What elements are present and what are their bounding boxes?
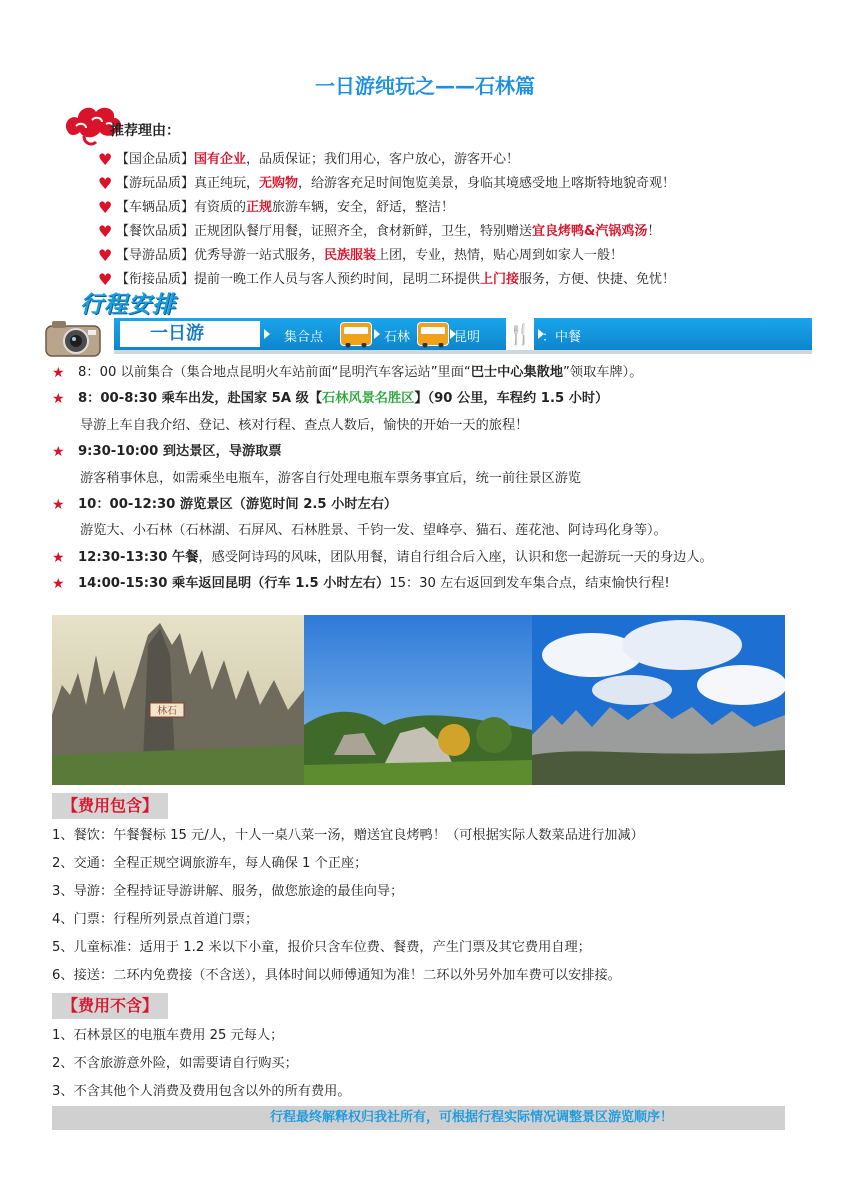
stone-sign-text: 林石 <box>157 706 177 717</box>
list-item: 6、接送：二环内免费接（不含送），具体时间以师傅通知为准！二环以外另外加车费可以安排接。 <box>52 968 621 983</box>
heart-icon: ♥ <box>98 174 113 193</box>
fee-excluded-list <box>52 1022 351 1106</box>
schedule-bold: 10：00-12:30 游览景区（游览时间 2.5 小时左右） <box>78 496 398 512</box>
heart-icon: ♥ <box>98 222 113 241</box>
scenic-area-name: 石林风景名胜区 <box>322 391 415 407</box>
schedule-text <box>78 360 642 386</box>
recommend-text: ！ <box>647 224 661 239</box>
fee-included-list <box>52 822 644 990</box>
schedule-logo: 行程安排 <box>80 292 176 318</box>
recommend-highlight: 上门接 <box>480 272 520 287</box>
recommend-item <box>98 268 675 292</box>
star-icon: ★ <box>52 549 65 566</box>
schedule-text <box>78 571 670 597</box>
star-icon: ★ <box>52 391 65 408</box>
list-item: 1、餐饮：午餐餐标 15 元/人，十人一桌八菜一汤，赠送宜良烤鸭！（可根据实际人数菜品进行加减） <box>52 828 644 843</box>
recommend-item <box>98 196 675 220</box>
stone-forest-photo-1 <box>52 615 304 785</box>
recommend-text: 上团，专业，热情，贴心周到如家人一般！ <box>376 248 624 263</box>
bus-icon <box>340 322 372 346</box>
schedule-desc-row <box>52 413 812 439</box>
schedule-list <box>52 360 812 598</box>
stone-forest-photo-3 <box>532 615 785 785</box>
list-item: 3、不含其他个人消费及费用包含以外的所有费用。 <box>52 1084 351 1099</box>
star-icon: ★ <box>52 576 65 593</box>
schedule-row <box>52 571 812 597</box>
heart-icon: ♥ <box>98 150 113 169</box>
recommend-highlight: 国有企业 <box>194 152 247 167</box>
schedule-row <box>52 492 812 518</box>
heart-icon: ♥ <box>98 270 113 289</box>
footer-note: 行程最终解释权归我社所有，可根据行程实际情况调整景区游览顺序！ <box>52 1106 785 1130</box>
stone-forest-label: 石林 <box>384 330 411 345</box>
recommend-text: 【餐饮品质】正规团队餐厅用餐，证照齐全，食材新鲜，卫生，特别赠送 <box>116 224 533 239</box>
recommend-text: ，品质保证；我们用心，客户放心，游客开心！ <box>246 152 520 167</box>
meal-label: ：中餐 <box>542 330 582 345</box>
list-item: 3、导游：全程持证导游讲解、服务，做您旅途的最佳向导； <box>52 884 404 899</box>
list-item: 5、儿童标准：适用于 1.2 米以下小童，报价只含车位费、餐费，产生门票及其它费用自理； <box>52 940 591 955</box>
recommend-text: 【车辆品质】有资质的 <box>116 200 247 215</box>
recommend-heading: 推荐理由： <box>110 123 180 139</box>
schedule-text <box>78 545 713 571</box>
recommend-text: 【游玩品质】真正纯玩， <box>116 176 260 191</box>
recommend-item <box>98 148 675 172</box>
recommend-text: 【导游品质】优秀导游一站式服务， <box>116 248 325 263</box>
list-item: 2、交通：全程正规空调旅游车，每人确保 1 个正座； <box>52 856 368 871</box>
list-item: 2、不含旅游意外险，如需要请自行购买； <box>52 1056 298 1071</box>
schedule-text-part: 8：00 以前集合（集合地点昆明火车站前面“昆明汽车客运站”里面“ <box>78 365 471 380</box>
arrow-icon <box>264 329 270 339</box>
recommend-text: 服务，方便、快捷、免忧！ <box>519 272 676 287</box>
meet-point-label: 集合点 <box>284 330 324 345</box>
heart-icon: ♥ <box>98 198 113 217</box>
arrow-icon <box>374 329 380 339</box>
schedule-text <box>78 386 608 412</box>
cutlery-icon: 🍴 <box>506 318 534 350</box>
list-item: 4、门票：行程所列景点首道门票； <box>52 912 259 927</box>
recommend-text: 【衔接品质】提前一晚工作人员与客人预约时间，昆明二环提供 <box>116 272 481 287</box>
recommend-item <box>98 172 675 196</box>
list-item: 1、石林景区的电瓶车费用 25 元每人； <box>52 1028 284 1043</box>
schedule-row <box>52 439 812 465</box>
schedule-desc: 导游上车自我介绍、登记、核对行程、查点人数后，愉快的开始一天的旅程！ <box>80 417 529 433</box>
schedule-bold: 巴士中心集散地 <box>470 365 564 380</box>
schedule-bold: 】（90 公里，车程约 1.5 小时） <box>414 391 609 407</box>
recommend-text: 【国企品质】 <box>116 152 195 167</box>
star-icon: ★ <box>52 496 65 513</box>
schedule-desc: 游览大、小石林（石林湖、石屏风、石林胜景、千钧一发、望峰亭、猫石、莲花池、阿诗玛化身等）。 <box>80 523 667 539</box>
recommend-highlight: 正规 <box>246 200 273 215</box>
recommend-text: 旅游车辆，安全，舒适，整洁！ <box>272 200 455 215</box>
schedule-row <box>52 386 812 412</box>
schedule-desc-row <box>52 466 812 492</box>
schedule-bold: 9:30-10:00 到达景区，导游取票 <box>78 444 282 460</box>
recommend-item <box>98 244 675 268</box>
schedule-text-part: ，感受阿诗玛的风味，团队用餐，请自行组合后入座，认识和您一起游玩一天的身边人。 <box>198 549 713 565</box>
recommend-item <box>98 220 675 244</box>
schedule-text-part: ”领取车牌）。 <box>563 365 643 380</box>
recommend-list <box>98 148 675 292</box>
bus-icon <box>417 322 449 346</box>
schedule-bold: 14:00-15:30 乘车返回昆明（行车 1.5 小时左右） <box>78 576 390 592</box>
photo-strip <box>52 615 785 785</box>
star-icon: ★ <box>52 444 65 461</box>
schedule-desc-row <box>52 518 812 544</box>
schedule-text-part: 15：30 左右返回到发车集合点，结束愉快行程! <box>389 576 670 592</box>
schedule-row <box>52 545 812 571</box>
recommend-text: ，给游客充足时间饱览美景，身临其境感受地上喀斯特地貌奇观！ <box>298 176 676 191</box>
camera-icon <box>44 318 102 358</box>
recommend-highlight: 宜良烤鸭&汽锅鸡汤 <box>532 224 648 239</box>
schedule-bold: 12:30-13:30 午餐 <box>78 549 199 565</box>
page-title: 一日游纯玩之——石林篇 <box>315 74 535 98</box>
fee-included-section <box>52 793 168 819</box>
stone-forest-photo-2 <box>304 615 532 785</box>
recommend-highlight: 民族服装 <box>324 248 377 263</box>
itinerary-bar <box>114 318 812 354</box>
fee-included-tag: 【费用包含】 <box>52 793 168 819</box>
schedule-row <box>52 360 812 386</box>
schedule-desc: 游客稍事休息，如需乘坐电瓶车，游客自行处理电瓶车票务事宜后，统一前往景区游览 <box>80 470 582 486</box>
schedule-bold: 8：00-8:30 乘车出发，赴国家 5A 级【 <box>78 391 323 407</box>
heart-icon: ♥ <box>98 246 113 265</box>
day-label: 一日游 <box>120 321 260 347</box>
fee-excluded-section <box>52 993 168 1019</box>
star-icon: ★ <box>52 365 65 381</box>
recommend-highlight: 无购物 <box>259 176 299 191</box>
fee-excluded-tag: 【费用不含】 <box>52 993 168 1019</box>
kunming-label: 昆明 <box>454 330 481 345</box>
